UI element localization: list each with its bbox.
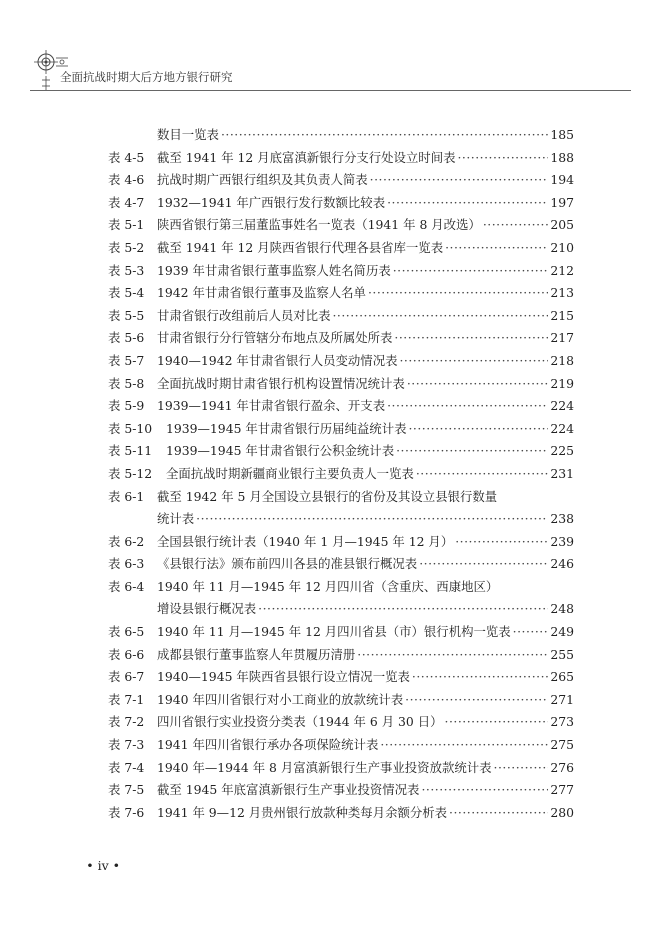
toc-entry-number: 表 7-4 <box>108 759 145 775</box>
toc-entry-page: 194 <box>550 172 574 188</box>
toc-entry-number: 表 5-8 <box>108 375 145 391</box>
toc-entry-page: 217 <box>550 330 574 346</box>
toc-entry-number: 表 6-6 <box>108 646 145 662</box>
toc-entry[interactable] <box>0 214 661 237</box>
toc-entry-title: 甘肃省银行分行管辖分布地点及所属处所表 <box>157 330 393 346</box>
toc-entry-page: 265 <box>550 669 574 685</box>
toc-entry-number: 表 7-6 <box>108 804 145 820</box>
toc-entry-line <box>157 124 574 147</box>
toc-entry-line <box>157 802 574 825</box>
toc-entry-title: 1932—1941 年广西银行发行数额比较表 <box>157 194 386 210</box>
toc-entry-title: 1940 年 11 月—1945 年 12 月四川省（含重庆、西康地区） <box>157 578 499 594</box>
toc-entry-page: 185 <box>550 127 574 142</box>
toc-entry-page: 271 <box>550 691 574 707</box>
toc-entry-line <box>157 214 574 237</box>
toc-entry-page: 188 <box>550 149 574 165</box>
toc-entry[interactable] <box>0 576 661 599</box>
toc-entry-line <box>157 169 574 192</box>
toc-entry[interactable] <box>0 621 661 644</box>
toc-entry-page: 277 <box>550 782 574 798</box>
dot-leader <box>387 192 548 215</box>
toc-entry-page: 224 <box>550 420 574 436</box>
toc-entry-page: 246 <box>550 556 574 572</box>
toc-entry-line <box>166 463 574 486</box>
toc-entry[interactable] <box>0 463 661 486</box>
dot-leader <box>416 463 549 486</box>
toc-entry-line <box>157 711 574 734</box>
toc-entry-number: 表 5-10 <box>108 420 153 436</box>
toc-entry-page: 255 <box>550 646 574 662</box>
toc-entry-line <box>157 350 574 373</box>
toc-entry[interactable] <box>0 147 661 170</box>
toc-entry-number: 表 7-5 <box>108 782 145 798</box>
toc-entry-line <box>157 305 574 328</box>
page-number: • iv • <box>86 858 120 873</box>
toc-entry-number: 表 6-4 <box>108 578 145 594</box>
toc-entry-title: 1941 年四川省银行承办各项保险统计表 <box>157 737 379 753</box>
toc-entry-line <box>157 192 574 215</box>
toc-entry-title: 数目一览表 <box>157 127 219 142</box>
toc-entry-title: 1940—1945 年陕西省县银行设立情况一览表 <box>157 669 410 685</box>
dot-leader <box>407 373 549 396</box>
toc-entry-number: 表 5-7 <box>108 352 145 368</box>
toc-entry[interactable] <box>0 486 661 509</box>
toc-entry-title: 1939 年甘肃省银行董事监察人姓名简历表 <box>157 262 391 278</box>
toc-entry-line <box>157 327 574 350</box>
toc-entry-page: 212 <box>550 262 574 278</box>
toc-entry-number: 表 7-1 <box>108 691 145 707</box>
toc-entry[interactable] <box>0 508 661 531</box>
toc-entry-number: 表 5-5 <box>108 307 145 323</box>
toc-entry-page: 280 <box>550 804 574 820</box>
toc-entry-line <box>157 282 574 305</box>
toc-entry-title: 陕西省银行第三届董监事姓名一览表（1941 年 8 月改选） <box>157 217 481 233</box>
toc-entry-title: 四川省银行实业投资分类表（1944 年 6 月 30 日） <box>157 714 443 730</box>
toc-entry-number: 表 6-7 <box>108 669 145 685</box>
toc-entry-line <box>157 644 574 667</box>
toc-entry-line <box>157 531 574 554</box>
toc-entry-page: 239 <box>550 533 574 549</box>
toc-entry-page: 276 <box>550 759 574 775</box>
toc-entry-line <box>166 418 574 441</box>
toc-entry-page: 224 <box>550 398 574 414</box>
dot-leader <box>408 418 548 441</box>
toc-entry-number: 表 6-3 <box>108 556 145 572</box>
toc-entry-title: 截至 1945 年底富滇新银行生产事业投资情况表 <box>157 782 420 798</box>
toc-entry-line <box>157 689 574 712</box>
toc-entry[interactable] <box>0 350 661 373</box>
toc-entry[interactable] <box>0 666 661 689</box>
header-divider <box>30 90 631 91</box>
toc-entry-title: 全面抗战时期甘肃省银行机构设置情况统计表 <box>157 375 405 391</box>
toc-entry[interactable] <box>0 802 661 825</box>
table-of-tables-list <box>0 124 661 824</box>
toc-entry-title: 1942 年甘肃省银行董事及监察人名单 <box>157 285 366 301</box>
toc-entry[interactable] <box>0 237 661 260</box>
toc-entry-line <box>157 598 574 621</box>
toc-entry[interactable] <box>0 124 661 147</box>
toc-entry[interactable] <box>0 395 661 418</box>
toc-entry-number: 表 6-1 <box>108 488 145 504</box>
toc-entry-title: 1939—1945 年甘肃省银行公积金统计表 <box>166 443 395 459</box>
toc-entry-line <box>157 373 574 396</box>
running-header <box>30 44 631 94</box>
toc-entry-title: 截至 1941 年 12 月陕西省银行代理各县省库一览表 <box>157 239 444 255</box>
toc-entry[interactable] <box>0 169 661 192</box>
toc-entry-page: 205 <box>550 217 574 233</box>
dot-leader <box>396 440 548 463</box>
toc-entry-number: 表 4-6 <box>108 172 145 188</box>
toc-entry[interactable] <box>0 305 661 328</box>
toc-entry-title: 1940 年四川省银行对小工商业的放款统计表 <box>157 691 404 707</box>
toc-entry-title: 截至 1942 年 5 月全国设立县银行的省份及其设立县银行数量 <box>157 488 498 504</box>
toc-entry-number: 表 5-3 <box>108 262 145 278</box>
toc-entry[interactable] <box>0 282 661 305</box>
toc-entry-page: 210 <box>550 239 574 255</box>
dot-leader <box>419 553 548 576</box>
toc-entry-line <box>157 147 574 170</box>
dot-leader <box>370 169 549 192</box>
toc-entry-title: 1939—1945 年甘肃省银行历届纯益统计表 <box>166 420 407 436</box>
toc-entry-line <box>157 576 574 599</box>
toc-entry[interactable] <box>0 531 661 554</box>
dot-leader <box>405 689 548 712</box>
toc-entry[interactable] <box>0 734 661 757</box>
dot-leader <box>258 598 548 621</box>
toc-entry-title: 增设县银行概况表 <box>157 601 257 617</box>
toc-entry[interactable] <box>0 553 661 576</box>
dot-leader <box>457 147 548 170</box>
toc-entry-page: 249 <box>550 624 574 640</box>
dot-leader <box>221 124 548 147</box>
toc-entry-title: 统计表 <box>157 511 195 527</box>
toc-entry[interactable] <box>0 779 661 802</box>
toc-entry-title: 1940 年 11 月—1945 年 12 月四川省县（市）银行机构一览表 <box>157 624 511 640</box>
toc-entry-title: 1940 年—1944 年 8 月富滇新银行生产事业投资放款统计表 <box>157 759 492 775</box>
toc-entry-title: 1939—1941 年甘肃省银行盈余、开支表 <box>157 398 386 414</box>
toc-entry[interactable] <box>0 260 661 283</box>
toc-entry-page: 218 <box>550 352 574 368</box>
toc-entry-page: 275 <box>550 737 574 753</box>
dot-leader <box>494 757 549 780</box>
dot-leader <box>421 779 548 802</box>
dot-leader <box>196 508 548 531</box>
toc-entry-title: 截至 1941 年 12 月底富滇新银行分支行处设立时间表 <box>157 149 456 165</box>
toc-entry-line <box>157 666 574 689</box>
toc-entry-title: 全面抗战时期新疆商业银行主要负责人一览表 <box>166 465 414 481</box>
toc-entry-line <box>157 508 574 531</box>
toc-entry-page: 213 <box>550 285 574 301</box>
toc-entry-title: 《县银行法》颁布前四川各县的准县银行概况表 <box>157 556 418 572</box>
toc-entry-number: 表 5-4 <box>108 285 145 301</box>
toc-entry-number: 表 4-5 <box>108 149 145 165</box>
toc-entry-page: 238 <box>550 511 574 527</box>
toc-entry-page: 231 <box>550 465 574 481</box>
dot-leader <box>387 395 548 418</box>
toc-entry[interactable] <box>0 711 661 734</box>
toc-entry[interactable] <box>0 327 661 350</box>
toc-entry-page: 197 <box>550 194 574 210</box>
dot-leader <box>380 734 548 757</box>
toc-entry[interactable] <box>0 644 661 667</box>
dot-leader <box>332 305 548 328</box>
toc-entry-line <box>157 734 574 757</box>
toc-entry[interactable] <box>0 373 661 396</box>
toc-entry-number: 表 5-2 <box>108 239 145 255</box>
toc-entry-page: 273 <box>550 714 574 730</box>
toc-entry-line <box>157 757 574 780</box>
toc-entry-line <box>157 395 574 418</box>
dot-leader <box>513 621 549 644</box>
dot-leader <box>393 260 549 283</box>
toc-entry-title: 甘肃省银行改组前后人员对比表 <box>157 307 331 323</box>
toc-entry[interactable] <box>0 418 661 441</box>
toc-entry-title: 1940—1942 年甘肃省银行人员变动情况表 <box>157 352 398 368</box>
dot-leader <box>449 802 548 825</box>
toc-entry-number: 表 7-3 <box>108 737 145 753</box>
toc-entry[interactable] <box>0 757 661 780</box>
toc-entry-line <box>157 621 574 644</box>
toc-entry-line <box>157 779 574 802</box>
toc-entry-line <box>157 260 574 283</box>
toc-entry[interactable] <box>0 440 661 463</box>
toc-entry-number: 表 5-6 <box>108 330 145 346</box>
toc-entry-number: 表 6-5 <box>108 624 145 640</box>
toc-entry[interactable] <box>0 192 661 215</box>
toc-entry-title: 1941 年 9—12 月贵州银行放款种类每月余额分析表 <box>157 804 448 820</box>
toc-entry-number: 表 5-1 <box>108 217 145 233</box>
dot-leader <box>394 327 548 350</box>
toc-entry-line <box>157 486 574 509</box>
toc-entry-page: 225 <box>550 443 574 459</box>
dot-leader <box>399 350 548 373</box>
toc-entry-line <box>157 237 574 260</box>
toc-entry-line <box>166 440 574 463</box>
dot-leader <box>357 644 548 667</box>
toc-entry-number: 表 7-2 <box>108 714 145 730</box>
toc-entry-title: 抗战时期广西银行组织及其负责人简表 <box>157 172 368 188</box>
dot-leader <box>483 214 549 237</box>
dot-leader <box>445 711 549 734</box>
toc-entry-line <box>157 553 574 576</box>
toc-entry-number: 表 5-12 <box>108 465 153 481</box>
dot-leader <box>368 282 548 305</box>
running-title: 全面抗战时期大后方地方银行研究 <box>60 70 233 84</box>
toc-entry-number: 表 5-9 <box>108 398 145 414</box>
toc-entry[interactable] <box>0 598 661 621</box>
toc-entry-number: 表 4-7 <box>108 194 145 210</box>
toc-entry-number: 表 6-2 <box>108 533 145 549</box>
toc-entry-page: 215 <box>550 307 574 323</box>
dot-leader <box>455 531 548 554</box>
dot-leader <box>412 666 548 689</box>
toc-entry-page: 248 <box>550 601 574 617</box>
toc-entry-number: 表 5-11 <box>108 443 153 459</box>
toc-entry-title: 全国县银行统计表（1940 年 1 月—1945 年 12 月） <box>157 533 454 549</box>
dot-leader <box>445 237 548 260</box>
toc-entry[interactable] <box>0 689 661 712</box>
toc-entry-title: 成都县银行董事监察人年贯履历清册 <box>157 646 356 662</box>
toc-entry-page: 219 <box>550 375 574 391</box>
